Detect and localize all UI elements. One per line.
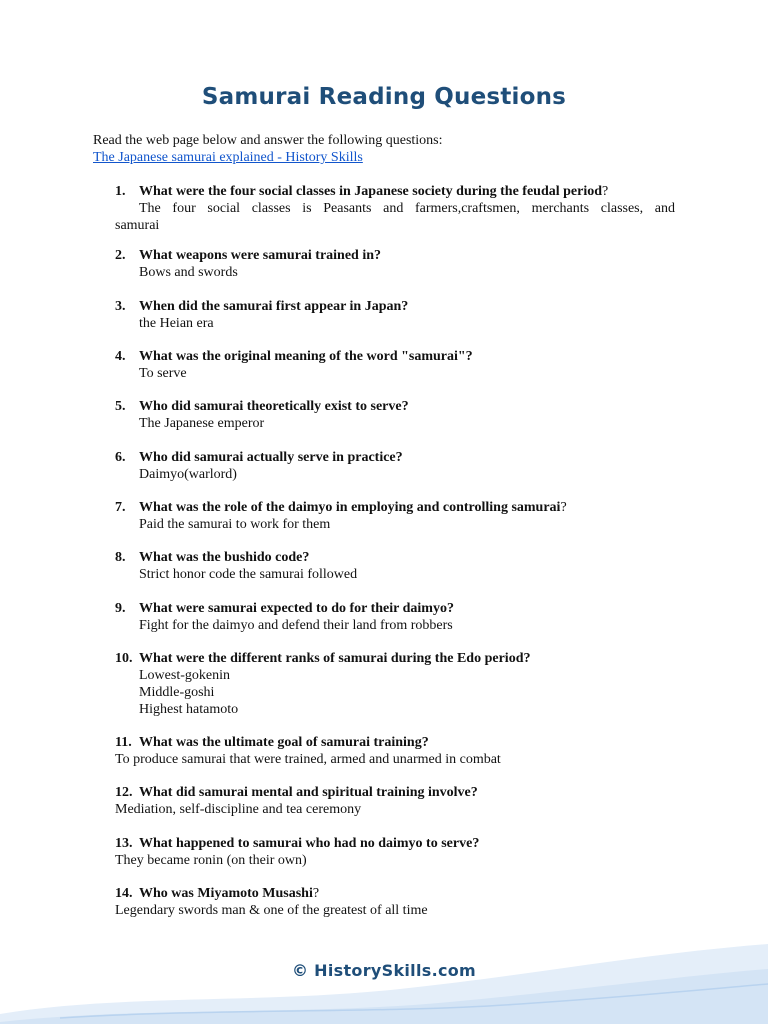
question-number: 1. (115, 184, 126, 199)
answer-text: Legendary swords man & one of the greatest of all time (115, 903, 428, 918)
footer-copyright: © HistorySkills.com (292, 961, 476, 980)
intro (93, 132, 693, 166)
question-item (115, 247, 675, 281)
question-item: 14. Who was Miyamoto Musashi? Legendary swords man & one of the greatest of all time (115, 885, 675, 919)
answer-text: Lowest-gokenin (139, 668, 230, 683)
question-text: What weapons were samurai trained in? (139, 248, 382, 263)
answer-text: Mediation, self-discipline and tea ceremony (115, 802, 362, 817)
question-text: What were the four social classes in Japanese society during the feudal period (139, 184, 603, 199)
page-title: Samurai Reading Questions (201, 84, 567, 110)
answer-text-continued: samurai (115, 218, 160, 233)
question-text: Who was Miyamoto Musashi (139, 886, 313, 901)
question-item (115, 549, 675, 583)
question-number: 5. (115, 399, 126, 414)
question-item (115, 784, 675, 818)
question-item (115, 734, 675, 768)
question-item: 7. What was the role of the daimyo in employing and controlling samurai? Paid the samurai to work for them (115, 499, 675, 533)
intro-text: Read the web page below and answer the following questions: (93, 133, 443, 148)
source-link[interactable]: The Japanese samurai explained - History Skills (93, 150, 363, 165)
question-text: Who did samurai theoretically exist to serve? (139, 399, 409, 414)
question-number: 9. (115, 601, 126, 616)
answer-text: Fight for the daimyo and defend their land from robbers (139, 618, 453, 633)
question-text: What was the original meaning of the word "samurai"? (139, 349, 473, 364)
answer-text: Daimyo(warlord) (139, 467, 237, 482)
question-text: What happened to samurai who had no daimyo to serve? (139, 836, 480, 851)
answer-text: Strict honor code the samurai followed (139, 567, 358, 582)
question-text: What were the different ranks of samurai during the Edo period? (139, 651, 531, 666)
question-text: Who did samurai actually serve in practice? (139, 450, 403, 465)
question-text: What were samurai expected to do for their daimyo? (139, 601, 454, 616)
question-number: 10. (115, 651, 133, 666)
question-number: 4. (115, 349, 126, 364)
answer-text: Paid the samurai to work for them (139, 517, 331, 532)
question-text: What did samurai mental and spiritual training involve? (139, 785, 478, 800)
question-number: 12. (115, 785, 133, 800)
question-number: 3. (115, 299, 126, 314)
question-number: 13. (115, 836, 133, 851)
question-item (115, 835, 675, 869)
question-number: 8. (115, 550, 126, 565)
question-number: 14. (115, 886, 133, 901)
question-item (115, 398, 675, 432)
question-item (115, 650, 675, 718)
answer-text: To serve (139, 366, 187, 381)
question-text: When did the samurai first appear in Japan? (139, 299, 409, 314)
answer-text: To produce samurai that were trained, armed and unarmed in combat (115, 752, 501, 767)
question-item (115, 348, 675, 382)
answer-text: Middle-goshi (139, 685, 215, 700)
answer-text: the Heian era (139, 316, 214, 331)
answer-text: They became ronin (on their own) (115, 853, 307, 868)
answer-text: The Japanese emperor (139, 416, 265, 431)
question-text: What was the ultimate goal of samurai training? (139, 735, 429, 750)
question-item (115, 298, 675, 332)
question-item: 1. What were the four social classes in Japanese society during the feudal period? The four social classes is Peasants and farmers,craftsmen, merchants classes, and samurai (115, 184, 675, 233)
question-text: What was the role of the daimyo in employing and controlling samurai (139, 500, 561, 515)
question-number: 2. (115, 248, 126, 263)
question-item (115, 449, 675, 483)
answer-text: Bows and swords (139, 265, 238, 280)
answer-text: The four social classes is Peasants and farmers,craftsmen, merchants classes, and (139, 201, 675, 216)
answer-text: Highest hatamoto (139, 702, 239, 717)
question-text: What was the bushido code? (139, 550, 310, 565)
question-number: 11. (115, 735, 132, 750)
question-number: 7. (115, 500, 126, 515)
question-number: 6. (115, 450, 126, 465)
question-item (115, 600, 675, 634)
